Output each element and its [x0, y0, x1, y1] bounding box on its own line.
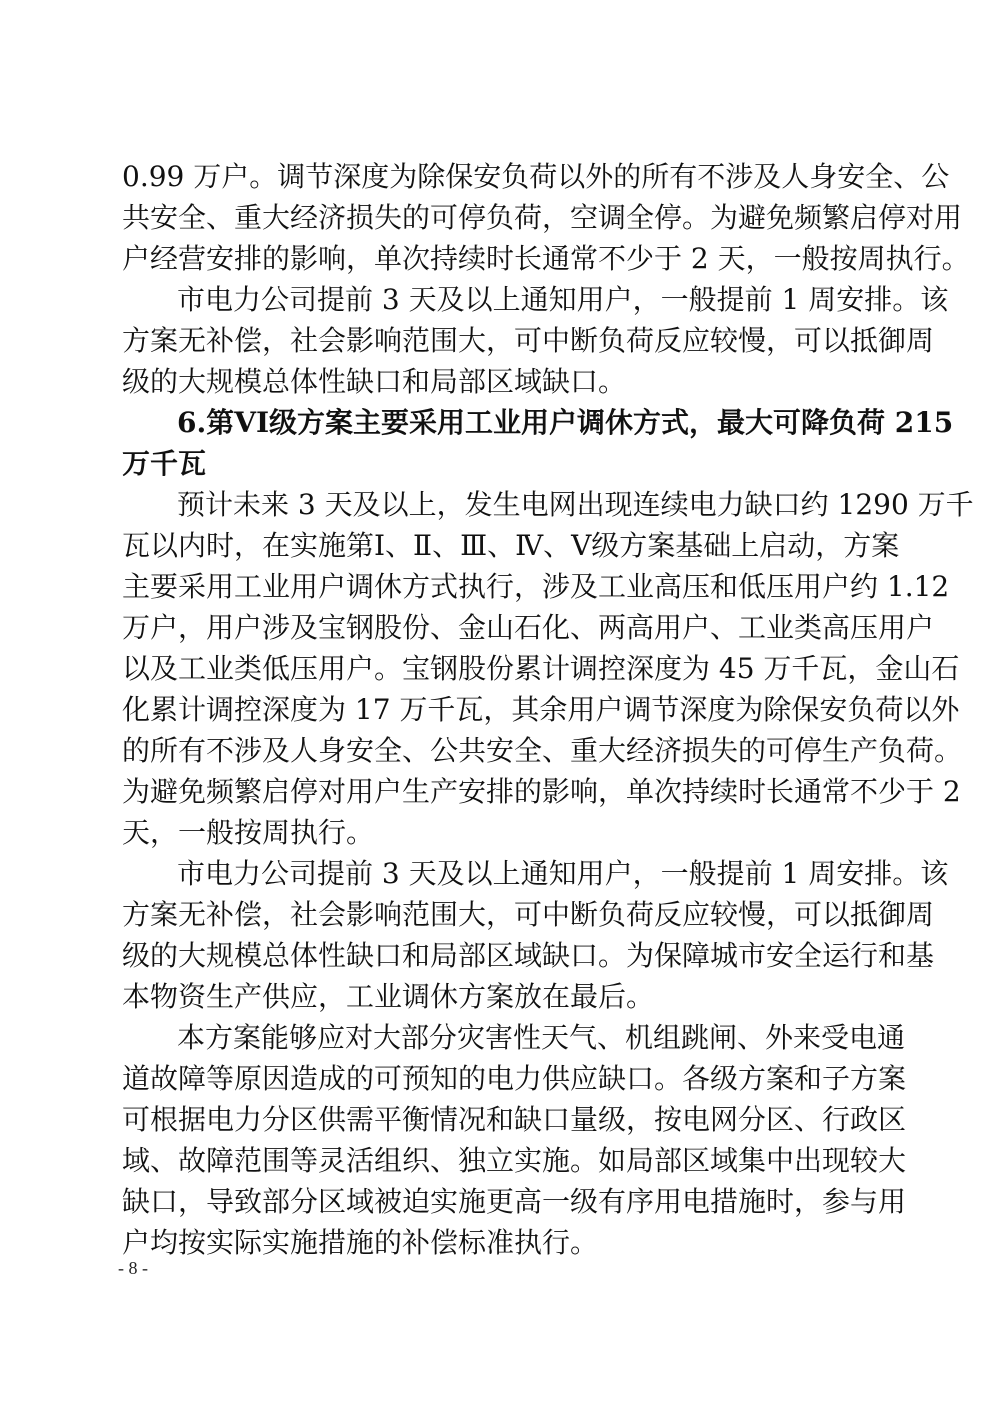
body-line: 级的大规模总体性缺口和局部区域缺口。为保障城市安全运行和基	[122, 939, 935, 972]
body-line: 方案无补偿，社会影响范围大，可中断负荷反应较慢，可以抵御周	[122, 898, 935, 931]
body-line: 0.99 万户。调节深度为除保安负荷以外的所有不涉及人身安全、公	[122, 160, 950, 193]
page-number: - 8 -	[118, 1258, 148, 1278]
body-line: 以及工业类低压用户。宝钢股份累计调控深度为 45 万千瓦，金山石	[122, 652, 960, 685]
body-line: 化累计调控深度为 17 万千瓦，其余用户调节深度为除保安负荷以外	[122, 693, 960, 726]
section-heading: 6.第VI级方案主要采用工业用户调休方式，最大可降负荷 215	[177, 406, 954, 439]
body-line: 本物资生产供应，工业调休方案放在最后。	[122, 980, 655, 1013]
body-line: 可根据电力分区供需平衡情况和缺口量级，按电网分区、行政区	[122, 1103, 907, 1136]
body-line: 市电力公司提前 3 天及以上通知用户，一般提前 1 周安排。该	[177, 857, 949, 890]
body-line: 市电力公司提前 3 天及以上通知用户，一般提前 1 周安排。该	[177, 283, 949, 316]
body-line: 户经营安排的影响，单次持续时长通常不少于 2 天，一般按周执行。	[122, 242, 970, 275]
body-line: 为避免频繁启停对用户生产安排的影响，单次持续时长通常不少于 2	[122, 775, 961, 808]
body-line: 万户，用户涉及宝钢股份、金山石化、两高用户、工业类高压用户	[122, 611, 935, 644]
body-line: 的所有不涉及人身安全、公共安全、重大经济损失的可停生产负荷。	[122, 734, 963, 767]
body-line: 户均按实际实施措施的补偿标准执行。	[122, 1226, 599, 1259]
body-line: 预计未来 3 天及以上，发生电网出现连续电力缺口约 1290 万千	[177, 488, 974, 521]
body-line: 道故障等原因造成的可预知的电力供应缺口。各级方案和子方案	[122, 1062, 907, 1095]
body-line: 方案无补偿，社会影响范围大，可中断负荷反应较慢，可以抵御周	[122, 324, 935, 357]
body-line: 天，一般按周执行。	[122, 816, 375, 849]
body-line: 本方案能够应对大部分灾害性天气、机组跳闸、外来受电通	[177, 1021, 906, 1054]
section-heading: 万千瓦	[122, 447, 207, 480]
body-line: 瓦以内时，在实施第Ⅰ、Ⅱ、Ⅲ、Ⅳ、Ⅴ级方案基础上启动，方案	[122, 529, 900, 562]
body-line: 共安全、重大经济损失的可停负荷，空调全停。为避免频繁启停对用	[122, 201, 963, 234]
body-line: 级的大规模总体性缺口和局部区域缺口。	[122, 365, 627, 398]
body-line: 域、故障范围等灵活组织、独立实施。如局部区域集中出现较大	[122, 1144, 907, 1177]
body-line: 主要采用工业用户调休方式执行，涉及工业高压和低压用户约 1.12	[122, 570, 950, 603]
body-line: 缺口，导致部分区域被迫实施更高一级有序用电措施时，参与用	[122, 1185, 907, 1218]
